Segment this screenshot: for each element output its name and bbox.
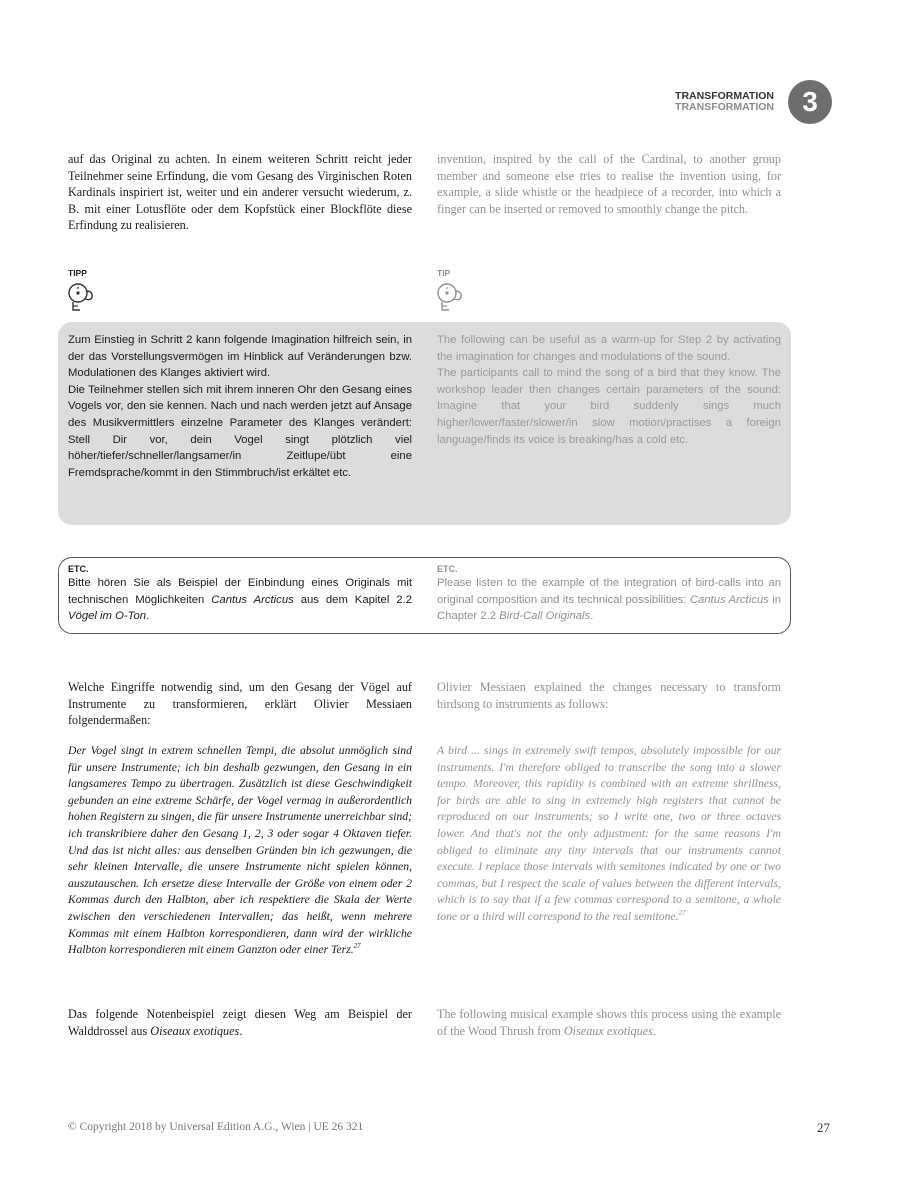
etc-label-en: ETC. <box>437 564 458 574</box>
tip-icon <box>66 279 96 313</box>
page-number: 27 <box>817 1120 830 1135</box>
copyright-notice: © Copyright 2018 by Universal Edition A.G., Wien | UE 26 321 <box>68 1121 364 1133</box>
tip-text-en: The following can be useful as a warm-up for Step 2 by activating the imagination for changes and modulations of the sound. The participants call to mind the song of a bird that they know. The workshop leader then changes certain parameters of the sound: Imagine that your bird suddenly sings much higher/lower/faster/slower/in slow motion/practises a foreign language/finds its voice is breaking/has a cold etc. <box>437 334 781 446</box>
footnote-marker-en: 27 <box>678 909 686 918</box>
closing-work-title-de: Oiseaux exotiques <box>150 1023 240 1038</box>
section-title-en: TRANSFORMATION <box>675 101 774 113</box>
tip-label-de: TIPP <box>68 268 87 278</box>
chapter-number-badge: 3 <box>788 80 832 124</box>
messiaen-quote-de: Der Vogel singt in extrem schnellen Tempi, die absolut unmöglich sind für unsere Instrumente; ich bin deshalb gezwungen, den Gesang in ein langsameres Tempo zu übertragen. Zusätzlich ist diese Geschwindigkeit gebunden an eine extreme Schärfe, der Vogel vermag in außerordentlich hohen Registern zu singen, die für unsere Instrumente unerreichbar sind; ich transkribiere daher den Gesang 1, 2, 3 oder sogar 4 Oktaven tiefer. Und das ist nicht alles: aus denselben Gründen bin ich gezwungen, die sehr kleinen Intervalle, die unsere Instrumente nicht spielen können, auszutauschen. Ich ersetze diese Intervalle der Größe von einem oder 2 Kommas durch den Halbton, aber ich respektiere die Skala der Werte zwischen den verschiedenen Intervallen; das heißt, wenn mehrere Kommas mit einem Halbton korrespondieren, dann wird der wirkliche Halbton korrespondieren mit einem Ganzton oder einer Terz.$^{27}$ <box>68 744 412 957</box>
etc-section-de <box>68 563 412 625</box>
section-title-de: TRANSFORMATION <box>675 90 774 102</box>
etc-text-de: Bitte hören Sie als Beispiel der Einbindung eines Originals mit technischen Möglichkeiten Cantus Arcticus aus dem Kapitel 2.2 Vögel im O-Ton. <box>68 577 412 623</box>
etc-section-en <box>437 563 781 625</box>
etc-work-title-en: Cantus Arcticus <box>689 593 769 606</box>
closing-paragraph-en: The following musical example shows this process using the example of the Wood Thrush from Oiseaux exotiques. <box>437 1007 781 1038</box>
closing-paragraph-de: Das folgende Notenbeispiel zeigt diesen Weg am Beispiel der Walddrossel aus Oiseaux exotiques. <box>68 1007 412 1038</box>
intro-paragraph-en: invention, inspired by the call of the Cardinal, to another group member and someone else tries to realise the invention using, for example, a slide whistle or the headpiece of a recorder, into which a finger can be inserted or removed to smoothly change the pitch. <box>437 152 781 216</box>
messiaen-intro-en: Olivier Messiaen explained the changes necessary to transform birdsong to instruments as follows: <box>437 680 781 711</box>
etc-label-de: ETC. <box>68 564 89 574</box>
etc-text-en: Please listen to the example of the integration of bird-calls into an original composition and its technical possibilities: Cantus Arcticus in Chapter 2.2 Bird-Call Originals. <box>437 577 782 623</box>
messiaen-intro-de: Welche Eingriffe notwendig sind, um den Gesang der Vögel auf Instrumente zu transformieren, erklärt Olivier Messiaen folgendermaßen: <box>68 680 412 728</box>
section-title <box>675 91 774 113</box>
page-header <box>675 80 832 124</box>
footnote-marker: 27 <box>353 942 361 951</box>
tip-text-de: Zum Einstieg in Schritt 2 kann folgende Imagination hilfreich sein, in der das Vorstellungsvermögen im Hinblick auf Veränderungen bzw. Modulationen des Klanges aktiviert wird. Die Teilnehmer stellen sich mit ihrem inneren Ohr den Gesang eines Vogels vor, den sie kennen. Nach und nach werden jetzt auf Ansage des Musikvermittlers einzelne Parameter des Klanges verändert: Stell Dir vor, dein Vogel singt plötzlich viel höher/tiefer/schneller/langsamer/in Zeitlupe/übt eine Fremdsprache/kommt in den Stimmbruch/ist erkältet etc. <box>68 334 412 479</box>
etc-chapter-link-en: Bird-Call Originals <box>499 610 591 623</box>
messiaen-quote-en: A bird ... sings in extremely swift tempos, absolutely impossible for our instruments. I'm therefore obliged to transcribe the song into a slower tempo. Moreover, this rapidity is combined with an extreme shrillness, for birds are able to sing in extremely high registers that cannot be reproduced on our instruments; so I write one, two or three octaves lower. And that's not the only adjustment: for the same reasons I'm obliged to eliminate any tiny intervals that our instruments cannot execute. I replace those intervals with semitones indicated by one or two commas, but I respect the scale of values between the different intervals, which is to say that if a few commas correspond to a semitone, a whole tone or a third will correspond to the real semitone.$^{27}$ <box>437 744 781 923</box>
etc-chapter-link-de: Vögel im O-Ton <box>68 610 147 623</box>
etc-work-title-de: Cantus Arcticus <box>211 593 294 606</box>
intro-paragraph-de: auf das Original zu achten. In einem weiteren Schritt reicht jeder Teilnehmer seine Erfindung, die vom Gesang des Virginischen Roten Kardinals inspiriert ist, weiter und ein anderer versucht wiederum, z. B. mit einer Lotusflöte oder dem Kopfstück einer Blockflöte diese Erfindung zu realisieren. <box>68 152 412 233</box>
closing-work-title-en: Oiseaux exotiques <box>563 1023 653 1038</box>
tip-label-en: TIP <box>437 268 451 278</box>
tip-icon-en <box>435 279 465 313</box>
